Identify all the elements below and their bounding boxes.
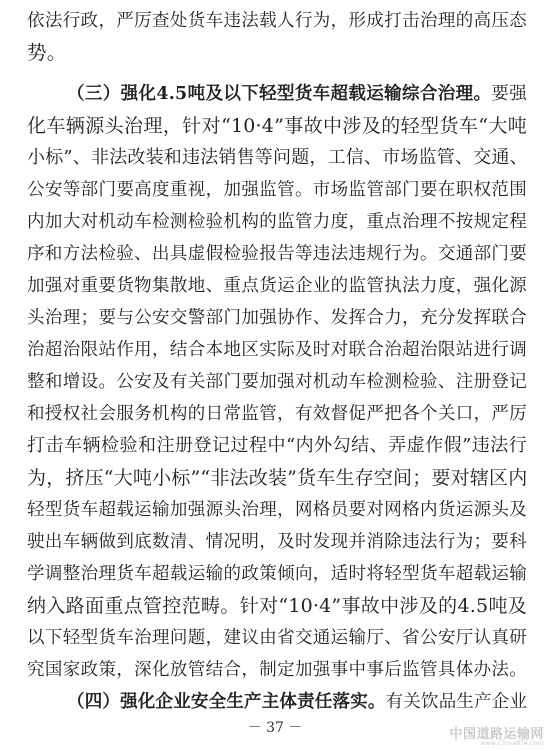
paragraph-line: 内加大对机动车检测检验机构的监管力度，重点治理不按规定程 (27, 212, 527, 232)
paragraph-text: 有关饮品生产企业 (385, 692, 528, 712)
paragraph-line: 驶出车辆做到底数清、情况明，及时发现并消除违法行为；要科 (27, 532, 527, 552)
watermark-url: www.ChinaRTA.com (480, 740, 544, 747)
page-number: － 37 － (247, 720, 303, 736)
paragraph-line: 小标”、非法改装和违法销售等问题，工信、市场监管、交通、 (27, 147, 528, 168)
paragraph-text: 要强 (491, 84, 527, 104)
paragraph-line: 治超治限站作用，结合本地区实际及时对联合治超治限站进行调 (27, 340, 527, 360)
paragraph-line: 究国家政策，深化放管结合，制定加强事中事后监管具体办法。 (27, 660, 527, 680)
paragraph-line: 依法行政，严厉查处货车违法载人行为，形成打击治理的高压态 (27, 11, 527, 31)
paragraph-line: 打击车辆检验和注册登记过程中“内外勾结、弄虚作假”违法行 (27, 435, 527, 456)
section-3-line (67, 82, 527, 106)
paragraph-line: 序和方法检验、出具虚假检验报告等违法违规行为。交通部门要 (27, 244, 527, 264)
paragraph-line: 化车辆源头治理，针对“10·4”事故中涉及的轻型货车“大吨 (27, 115, 527, 137)
paragraph-line: 加强对重要货物集散地、重点货运企业的监管执法力度，强化源 (27, 276, 527, 296)
paragraph-line: 头治理；要与公安交警部门加强协作、发挥合力，充分发挥联合 (27, 308, 527, 328)
paragraph-line: 势。 (27, 41, 67, 64)
watermark-text: 中国道路运输网 (449, 727, 544, 742)
paragraph-line: 纳入路面重点管控范畴。针对“10·4”事故中涉及的4.5吨及 (27, 595, 527, 617)
section-3-heading: （三）强化4.5吨及以下轻型货车超载运输综合治理。 (67, 84, 492, 104)
section-4-heading: （四）强化企业安全生产主体责任落实。 (67, 692, 386, 712)
paragraph-line: 公安等部门要高度重视，加强监管。市场监管部门要在职权范围 (27, 180, 527, 200)
paragraph-line: 为，挤压“大吨小标”“非法改装”货车生存空间；要对辖区内 (27, 467, 528, 489)
paragraph-line: 轻型货车超载运输加强源头治理，网格员要对网格内货运源头及 (27, 500, 527, 520)
paragraph-line: 以下轻型货车治理问题，建议由省交通运输厅、省公安厅认真研 (27, 628, 527, 648)
paragraph-line: 学调整治理货车超载运输的政策倾向，适时将轻型货车超载运输 (27, 564, 527, 584)
watermark-logo (449, 723, 544, 747)
section-4-line (67, 690, 527, 714)
paragraph-line: 整和增设。公安及有关部门要加强对机动车检测检验、注册登记 (27, 372, 527, 392)
paragraph-line: 和授权社会服务机构的日常监管，有效督促严把各个关口，严厉 (27, 404, 527, 424)
